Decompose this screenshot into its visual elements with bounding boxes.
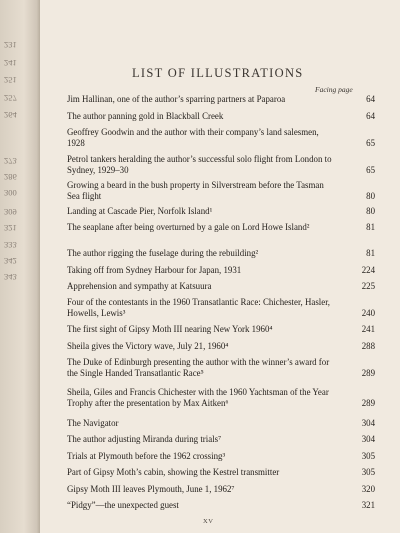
gutter-number: 333 (4, 240, 17, 250)
entry-page: 241 (361, 324, 375, 334)
entry-page: 80 (366, 190, 375, 201)
gutter-number: 321 (4, 223, 17, 233)
entry-page: 320 (361, 484, 375, 494)
gutter-number: 286 (4, 172, 17, 182)
page-number-footer: XV (203, 518, 214, 525)
illustration-entry (67, 206, 375, 217)
illustration-entry (67, 154, 375, 175)
illustration-entry (67, 180, 375, 201)
illustration-entry (67, 341, 375, 352)
facing-page-label: Facing page (315, 85, 353, 94)
binding-gutter (0, 0, 40, 533)
entry-text: Taking off from Sydney Harbour for Japan, 1931 (67, 265, 242, 275)
entry-page: 64 (366, 94, 375, 104)
entry-text: Landing at Cascade Pier, Norfolk Island¹ (67, 206, 213, 216)
entry-page: 65 (366, 137, 375, 148)
entry-page: 224 (361, 265, 375, 275)
illustration-entry (67, 222, 375, 233)
illustration-entry (67, 484, 375, 495)
entry-text: “Pidgy”—the unexpected guest (67, 500, 179, 510)
entry-text: The Navigator (67, 418, 119, 428)
entry-text: The first sight of Gipsy Moth III nearing New York 1960⁴ (67, 324, 273, 334)
gutter-number: 257 (4, 93, 17, 103)
illustration-entry (67, 281, 375, 292)
entry-page: 65 (366, 164, 375, 175)
entry-text: Growing a beard in the bush property in Silverstream before the Tasman Sea flight (67, 180, 324, 201)
illustration-entry (67, 111, 375, 122)
entry-text: The author panning gold in Blackball Creek (67, 111, 224, 121)
entry-page: 289 (361, 397, 375, 408)
entry-text: Part of Gipsy Moth’s cabin, showing the Kestrel transmitter (67, 467, 280, 477)
entry-text: Gipsy Moth III leaves Plymouth, June 1, 1962⁷ (67, 484, 235, 494)
entry-page: 64 (366, 111, 375, 121)
illustration-entry (67, 357, 375, 378)
entry-text: Sheila, Giles and Francis Chichester with the 1960 Yachtsman of the Year Trophy after the presentation by Max Aitken⁶ (67, 387, 329, 408)
entry-page: 288 (361, 341, 375, 351)
illustration-entry (67, 248, 375, 259)
illustration-entry (67, 387, 375, 408)
illustration-entry (67, 265, 375, 276)
gutter-number: 231 (4, 40, 17, 50)
illustration-entry (67, 94, 375, 105)
page-title: LIST OF ILLUSTRATIONS (132, 66, 304, 80)
gutter-number: 309 (4, 207, 17, 217)
entry-page: 81 (366, 222, 375, 232)
entry-page: 80 (366, 206, 375, 216)
illustration-entry (67, 418, 375, 429)
entry-text: The seaplane after being overturned by a gale on Lord Howe Island² (67, 222, 310, 232)
entry-page: 305 (361, 467, 375, 477)
entry-text: Sheila gives the Victory wave, July 21, 1960⁴ (67, 341, 229, 351)
entry-text: Four of the contestants in the 1960 Transatlantic Race: Chichester, Hasler, Howells, Lewis³ (67, 297, 331, 318)
entry-page: 305 (361, 451, 375, 461)
gutter-number: 273 (4, 156, 17, 166)
entry-text: The author rigging the fuselage during the rebuilding² (67, 248, 259, 258)
entry-text: Apprehension and sympathy at Katsuura (67, 281, 212, 291)
entry-text: Geoffrey Goodwin and the author with their company’s land salesmen, 1928 (67, 127, 319, 148)
entry-text: The Duke of Edinburgh presenting the author with the winner’s award for the Single Handed Transatlantic Race⁵ (67, 357, 330, 378)
illustration-entry (67, 500, 375, 511)
entry-page: 304 (361, 434, 375, 444)
entry-page: 225 (361, 281, 375, 291)
entry-text: Jim Hallinan, one of the author’s sparring partners at Paparoa (67, 94, 286, 104)
entry-page: 289 (361, 367, 375, 378)
entry-page: 321 (361, 500, 375, 510)
entry-text: The author adjusting Miranda during trials⁷ (67, 434, 222, 444)
entry-page: 81 (366, 248, 375, 258)
gutter-number: 251 (4, 75, 17, 85)
gutter-number: 342 (4, 256, 17, 266)
gutter-number: 343 (4, 272, 17, 282)
entry-page: 240 (361, 307, 375, 318)
entry-text: Trials at Plymouth before the 1962 crossing³ (67, 451, 226, 461)
illustration-entry (67, 451, 375, 462)
illustration-entry (67, 324, 375, 335)
illustration-entry (67, 467, 375, 478)
illustration-entry (67, 297, 375, 318)
gutter-number: 300 (4, 188, 17, 198)
entry-text: Petrol tankers heralding the author’s successful solo flight from London to Sydney, 1929–30 (67, 154, 332, 175)
gutter-number: 241 (4, 58, 17, 68)
entry-page: 304 (361, 418, 375, 428)
illustration-entry (67, 434, 375, 445)
gutter-number: 264 (4, 110, 17, 120)
illustration-entry (67, 127, 375, 148)
